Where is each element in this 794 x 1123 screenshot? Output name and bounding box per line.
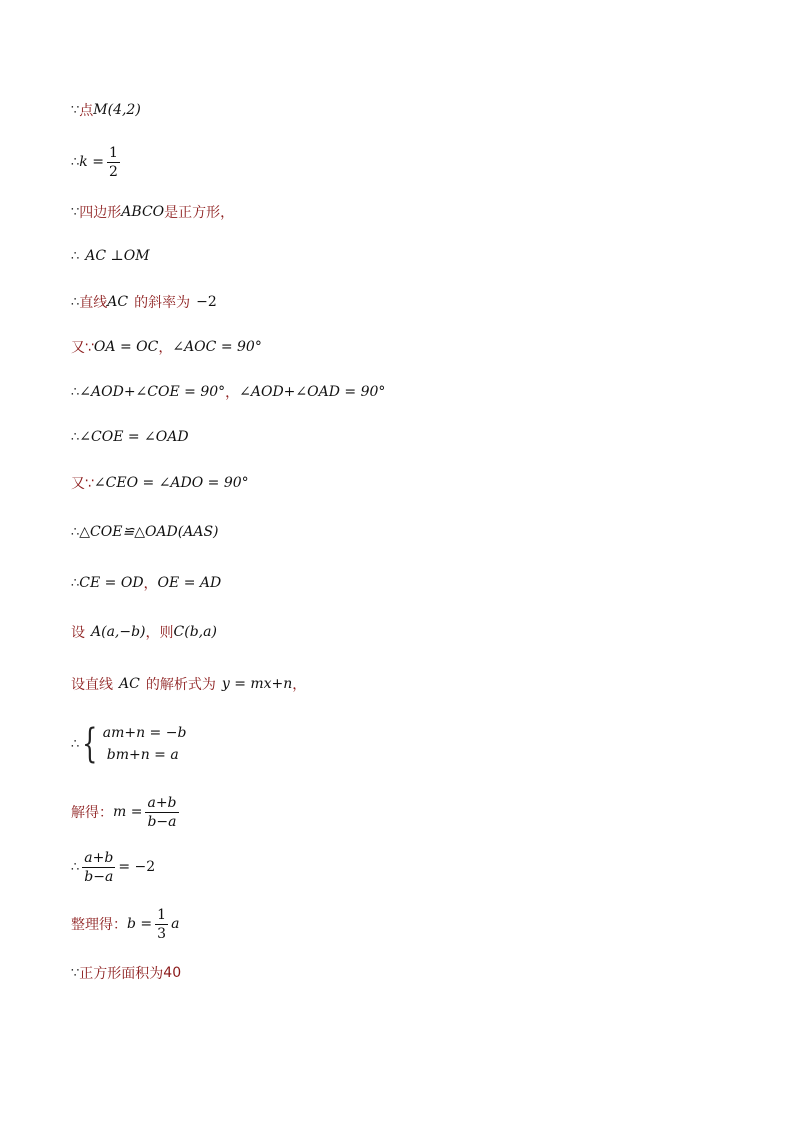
text: 四边形 [79, 205, 122, 221]
math-expression: ∠AOD+∠OAD = 90° [239, 384, 386, 400]
text: ，则 [145, 625, 174, 641]
text: ， [292, 677, 307, 693]
math-expression: AC ⊥OM [85, 248, 150, 264]
text: 的解析式为 [145, 677, 216, 693]
equation-system [79, 721, 187, 767]
line-right-angles [71, 468, 249, 498]
text: 是正方形， [164, 205, 235, 221]
line-simplify [71, 902, 179, 946]
because-symbol: ∵ [71, 965, 80, 981]
line-angle-equal [71, 422, 189, 452]
therefore-symbol: ∴ [71, 524, 80, 540]
numerator: a+b [147, 794, 177, 811]
because-symbol: ∵ [71, 102, 80, 118]
text: 点 [79, 103, 94, 119]
math-expression: a [171, 916, 180, 932]
therefore-symbol: ∴ [71, 384, 80, 400]
therefore-symbol: ∴ [71, 154, 80, 170]
line-k-value [71, 142, 123, 182]
equation-row: am+n = −b [102, 725, 187, 741]
line-slope-equation [71, 845, 155, 889]
therefore-symbol: ∴ [71, 736, 80, 752]
denominator: 2 [108, 163, 118, 180]
math-expression: A(a,−b) [91, 624, 146, 640]
math-expression: ∠COE = ∠OAD [79, 429, 189, 445]
therefore-symbol: ∴ [71, 859, 80, 875]
line-congruent [71, 517, 219, 547]
line-solve-m [71, 790, 182, 834]
text: 直线 [79, 295, 108, 311]
text: 设 [71, 625, 85, 641]
numerator: 1 [157, 906, 167, 923]
text: 整理得： [71, 917, 127, 933]
fraction [82, 851, 115, 884]
text: 又∵ [71, 340, 94, 356]
text: 正方形面积为 [79, 966, 164, 982]
equation-row: bm+n = a [106, 747, 179, 763]
line-equation-system [71, 717, 186, 771]
math-expression: C(b,a) [173, 624, 217, 640]
line-slope [71, 287, 217, 317]
math-expression: OA = OC [93, 339, 159, 355]
line-angle-sum [71, 377, 385, 407]
line-point-m [71, 95, 141, 125]
text: ， [143, 576, 158, 592]
line-square [71, 197, 234, 227]
math-expression: m = [113, 804, 143, 820]
math-expression: = −2 [118, 859, 156, 875]
therefore-symbol: ∴ [71, 294, 80, 310]
text: ， [225, 385, 240, 401]
fraction [107, 146, 120, 179]
therefore-symbol: ∴ [71, 575, 80, 591]
denominator: 3 [157, 925, 167, 942]
math-expression: △COE≌△OAD(AAS) [79, 524, 219, 540]
math-expression: b = [127, 916, 153, 932]
line-line-equation [71, 669, 306, 699]
math-expression: AC [107, 294, 129, 310]
therefore-symbol: ∴ [71, 429, 80, 445]
left-brace: { [82, 721, 98, 767]
text: 又∵ [71, 476, 94, 492]
math-expression: y = mx+n [221, 676, 293, 692]
math-expression: ∠AOC = 90° [172, 339, 262, 355]
line-set-points [71, 617, 217, 647]
text: 设直线 [71, 677, 113, 693]
text: ， [158, 340, 173, 356]
math-expression: AC [119, 676, 140, 692]
fraction [155, 908, 168, 941]
line-area [71, 958, 181, 988]
math-expression: k = [79, 154, 104, 170]
area-value: 40 [163, 965, 182, 981]
line-oa-oc [71, 332, 262, 362]
text: 解得： [71, 805, 113, 821]
numerator: a+b [84, 849, 114, 866]
because-symbol: ∵ [71, 204, 80, 220]
denominator: b−a [147, 813, 177, 830]
math-expression: ∠CEO = ∠ADO = 90° [93, 475, 249, 491]
therefore-symbol: ∴ [71, 248, 80, 264]
math-expression: CE = OD [79, 575, 144, 591]
line-equal-sides [71, 568, 221, 598]
math-expression: M(4,2) [93, 102, 141, 118]
numerator: 1 [108, 144, 118, 161]
line-perpendicular [71, 241, 150, 271]
text: 的斜率为 [134, 295, 191, 311]
math-expression: ∠AOD+∠COE = 90° [79, 384, 226, 400]
math-expression: ABCO [121, 204, 165, 220]
math-expression: −2 [196, 294, 217, 310]
math-expression: OE = AD [157, 575, 222, 591]
denominator: b−a [84, 868, 114, 885]
fraction [145, 796, 178, 829]
